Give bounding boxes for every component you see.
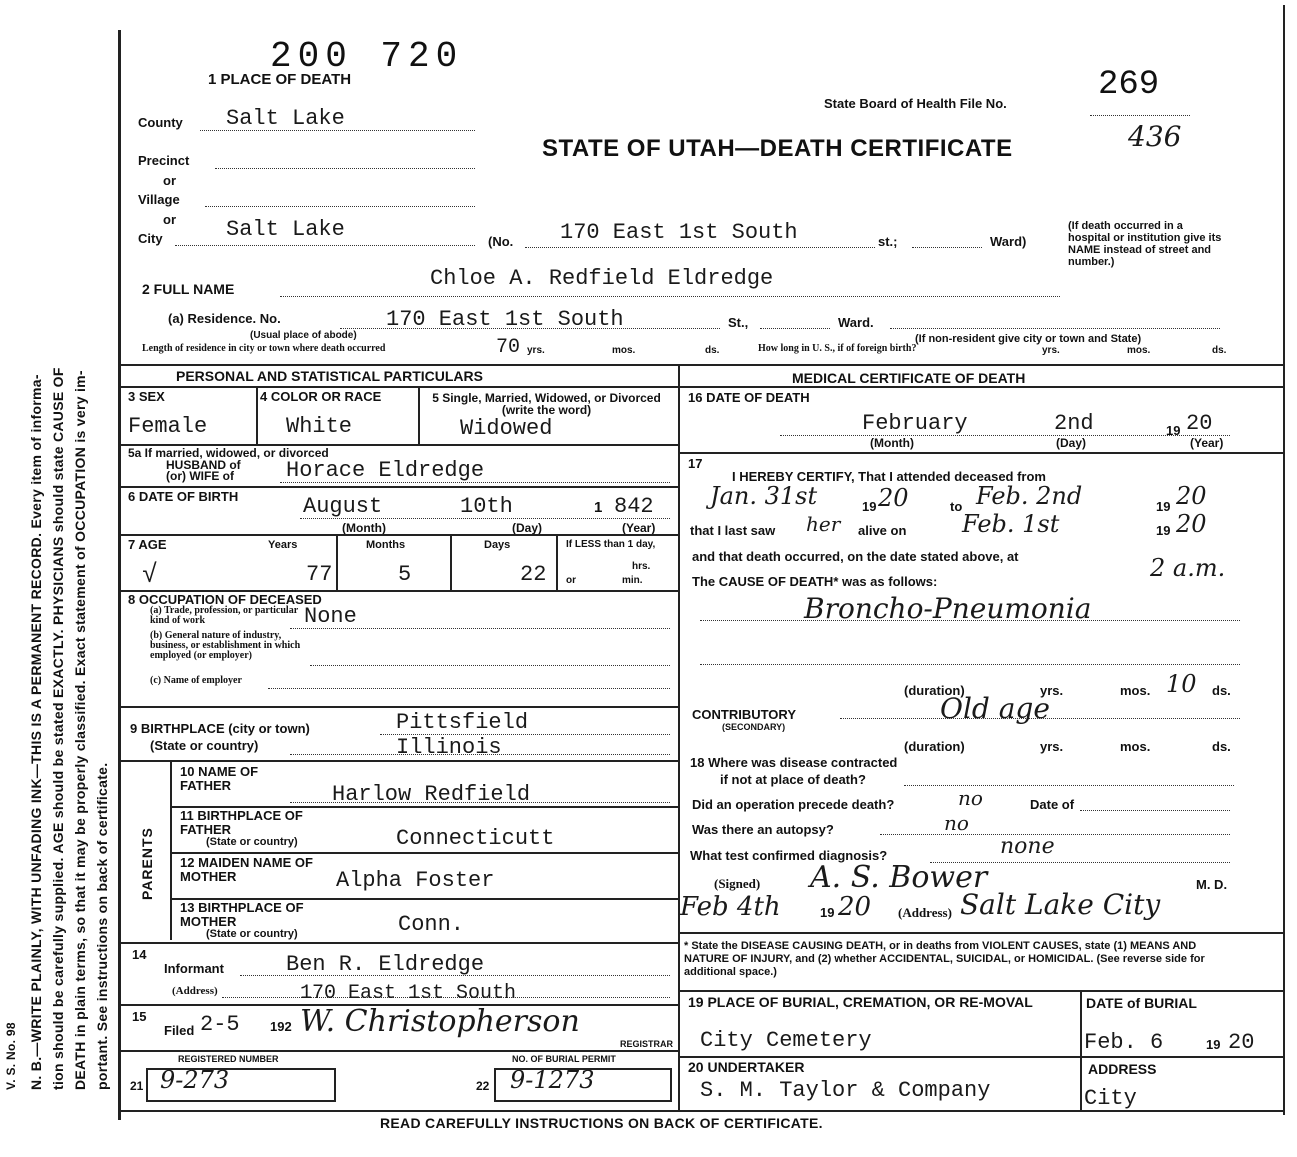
registered-number-label: REGISTERED NUMBER <box>178 1054 279 1064</box>
cause-label: The CAUSE OF DEATH* was as follows: <box>692 574 938 589</box>
mother-birthplace-label: 13 BIRTHPLACE OF MOTHER <box>180 900 304 929</box>
precinct-label: Precinct <box>138 153 190 168</box>
year3-prefix: 19 <box>1156 523 1171 538</box>
min-label: min. <box>622 575 643 586</box>
death-time: 2 a.m. <box>1150 554 1226 582</box>
city-value: Salt Lake <box>226 217 345 242</box>
duration-yrs: yrs. <box>1040 683 1064 698</box>
burial-year: 20 <box>1228 1030 1255 1055</box>
physician-address: Salt Lake City <box>960 888 1161 921</box>
vs-number: V. S. No. 98 <box>4 1022 18 1090</box>
informant-value: Ben R. Eldredge <box>286 952 485 977</box>
registrar-label: REGISTRAR <box>620 1039 674 1049</box>
village-label: Village <box>138 192 180 207</box>
page-title: STATE OF UTAH—DEATH CERTIFICATE <box>542 135 1013 162</box>
certify-text: I HEREBY CERTIFY, That I attended deceased from <box>732 469 1046 484</box>
autopsy-label: Was there an autopsy? <box>692 822 834 837</box>
burial-permit-number: 9-1273 <box>510 1066 595 1094</box>
occupation-label: 8 OCCUPATION OF DECEASED <box>128 592 322 607</box>
dob-label: 6 DATE OF BIRTH <box>128 489 239 504</box>
occupation-a-label: (a) Trade, profession, or particular kind of work <box>150 605 298 626</box>
death-day: 2nd <box>1054 411 1094 436</box>
filed-date: 2-5 <box>200 1012 240 1037</box>
file-number-handwritten: 436 <box>1128 120 1182 153</box>
county-value: Salt Lake <box>226 106 345 131</box>
md-label: M. D. <box>1196 877 1228 892</box>
attended-from-year: 20 <box>878 484 909 512</box>
margin-note-line-3: DEATH in plain terms, so that it may be properly classified. Exact statement of OCCUPATION is very im- <box>72 370 88 1090</box>
duration-ds: ds. <box>1212 683 1231 698</box>
mos-label-2: mos. <box>1127 345 1151 356</box>
duration-yrs-2: yrs. <box>1040 739 1064 754</box>
occupation-c-label: (c) Name of employer <box>150 675 242 686</box>
us-residence-label: How long in U. S., if of foreign birth? <box>758 343 917 354</box>
dob-year: 842 <box>614 494 654 519</box>
sex-label: 3 SEX <box>128 389 165 404</box>
city-label: City <box>138 231 163 246</box>
or-label-3: or <box>566 575 576 586</box>
age-years: 77 <box>306 562 333 587</box>
center-divider <box>678 364 680 1110</box>
registered-number-item: 21 <box>130 1079 144 1093</box>
operation-date-label: Date of <box>1030 797 1075 812</box>
signature-date: Feb 4th <box>680 892 781 922</box>
death-year-caption: (Year) <box>1190 436 1224 450</box>
alive-on-label: alive on <box>858 523 907 538</box>
death-year-prefix: 19 <box>1166 423 1181 438</box>
father-state-country-caption: (State or country) <box>206 836 298 848</box>
death-occurred-label: and that death occurred, on the date stated above, at <box>692 549 1019 564</box>
father-name: Harlow Redfield <box>332 782 531 807</box>
spouse-value: Horace Eldredge <box>286 458 485 483</box>
test-value: none <box>1000 834 1055 859</box>
dob-month: August <box>303 494 383 519</box>
age-days: 22 <box>520 562 547 587</box>
or-label: or <box>163 173 176 188</box>
sign-year: 20 <box>838 892 872 922</box>
spouse-label-2: HUSBAND of <box>166 458 241 472</box>
full-name-label: 2 FULL NAME <box>142 281 235 297</box>
residence-label: (a) Residence. No. <box>168 311 281 326</box>
spouse-label-1: 5a If married, widowed, or divorced <box>128 446 329 460</box>
informant-address-label: (Address) <box>172 985 218 997</box>
father-birthplace-label: 11 BIRTHPLACE OF FATHER <box>180 808 303 837</box>
certify-number: 17 <box>688 456 703 471</box>
burial-permit-label: NO. OF BURIAL PERMIT <box>512 1054 616 1064</box>
file-no-label: State Board of Health File No. <box>824 96 1007 111</box>
day-caption: (Day) <box>512 521 543 535</box>
length-label: Length of residence in city or town where death occurred <box>142 343 386 354</box>
registered-number: 9-273 <box>160 1066 230 1094</box>
month-caption: (Month) <box>342 521 386 535</box>
undertaker-value: S. M. Taylor & Company <box>700 1078 991 1103</box>
residence-ward-label: Ward. <box>838 315 874 330</box>
attended-to-year: 20 <box>1176 482 1207 510</box>
undertaker-address: City <box>1084 1086 1137 1111</box>
yrs-label: yrs. <box>527 345 545 356</box>
operation-value: no <box>958 786 983 810</box>
year-caption: (Year) <box>622 521 656 535</box>
age-months: 5 <box>398 562 412 587</box>
years-label: Years <box>268 539 298 551</box>
father-name-label: 10 NAME OF FATHER <box>180 764 259 793</box>
ds-label-2: ds. <box>1212 345 1227 356</box>
sign-year-prefix: 19 <box>820 905 835 920</box>
year2-prefix: 19 <box>1156 499 1171 514</box>
days-label: Days <box>484 539 511 551</box>
less-than-label: If LESS than 1 day, <box>566 539 656 550</box>
operation-label: Did an operation precede death? <box>692 797 895 812</box>
informant-label: Informant <box>164 961 224 976</box>
duration-mos-2: mos. <box>1120 739 1151 754</box>
street-value: 170 East 1st South <box>560 220 798 245</box>
date-of-death-label: 16 DATE OF DEATH <box>688 390 810 405</box>
last-saw-label: that I last saw <box>690 523 776 538</box>
spouse-label-3: (or) WIFE of <box>166 469 234 483</box>
personal-heading: PERSONAL AND STATISTICAL PARTICULARS <box>176 368 483 384</box>
hrs-label: hrs. <box>632 561 651 572</box>
attended-from-date: Jan. 31st <box>710 482 818 510</box>
cause-of-death: Broncho-Pneumonia <box>804 592 1092 625</box>
parents-label: PARENTS <box>139 827 155 900</box>
filed-number: 15 <box>132 1009 147 1024</box>
length-years: 70 <box>496 336 521 359</box>
birthplace-state: Illinois <box>396 735 502 760</box>
occupation-value: None <box>304 604 357 629</box>
margin-note-line-4: portant. See instructions on back of certificate. <box>94 762 110 1090</box>
margin-note-line-2: tion should be carefully supplied. AGE should be stated EXACTLY. PHYSICIANS should state CAUSE OF <box>50 367 66 1090</box>
mother-name-label: 12 MAIDEN NAME OF MOTHER <box>180 855 313 884</box>
footnote: * State the DISEASE CAUSING DEATH, or in deaths from VIOLENT CAUSES, state (1) MEANS AND NATURE OF INJURY, and (2) whether ACCIDENTAL, SUICIDAL, or HOMICIDAL. (See reverse side for additional space.) <box>684 940 1205 979</box>
contracted-label: 18 Where was disease contracted <box>690 755 898 770</box>
color-value: White <box>286 414 353 439</box>
birthplace-city: Pittsfield <box>396 710 529 735</box>
yrs-label-2: yrs. <box>1042 345 1060 356</box>
death-month-caption: (Month) <box>870 436 914 450</box>
mos-label: mos. <box>612 345 636 356</box>
undertaker-address-label: ADDRESS <box>1088 1061 1157 1077</box>
year1-prefix: 19 <box>862 499 877 514</box>
autopsy-value: no <box>944 811 969 835</box>
birthplace-state-label: (State or country) <box>150 738 259 753</box>
place-of-death-label: 1 PLACE OF DEATH <box>208 71 352 88</box>
sex-value: Female <box>128 414 208 439</box>
duration-label: (duration) <box>904 683 965 698</box>
filed-year-prefix: 192 <box>270 1019 292 1034</box>
or-label-2: or <box>163 212 176 227</box>
last-saw-pronoun: her <box>806 512 841 536</box>
to-label: to <box>950 499 963 514</box>
last-seen-date: Feb. 1st <box>962 510 1060 538</box>
ward-label: Ward) <box>990 234 1027 249</box>
color-label: 4 COLOR OR RACE <box>260 389 382 404</box>
burial-date-label: DATE of BURIAL <box>1086 995 1197 1011</box>
registrar-signature: W. Christopherson <box>300 1004 580 1039</box>
duration-mos: mos. <box>1120 683 1151 698</box>
contributory-cause: Old age <box>940 692 1050 725</box>
death-day-caption: (Day) <box>1056 436 1087 450</box>
last-seen-year: 20 <box>1176 510 1207 538</box>
duration-ds-2: ds. <box>1212 739 1231 754</box>
months-label: Months <box>366 539 406 551</box>
usual-abode-label: (Usual place of abode) <box>250 330 357 341</box>
secondary-label: (SECONDARY) <box>722 722 786 732</box>
street-no-label: (No. <box>488 234 514 249</box>
death-month: February <box>862 411 968 436</box>
footer-instructions: READ CAREFULLY INSTRUCTIONS ON BACK OF CERTIFICATE. <box>380 1115 823 1131</box>
contracted-label-2: if not at place of death? <box>720 772 866 787</box>
contributory-label: CONTRIBUTORY <box>692 707 796 722</box>
age-label: 7 AGE <box>128 537 167 552</box>
frame-right <box>1283 5 1285 1115</box>
duration-days: 10 <box>1166 670 1197 698</box>
full-name-value: Chloe A. Redfield Eldredge <box>430 266 774 291</box>
residence-value: 170 East 1st South <box>386 307 624 332</box>
burial-place: City Cemetery <box>700 1028 872 1053</box>
physician-address-label: (Address) <box>898 905 952 920</box>
dob-year-prefix: 1 <box>594 499 603 516</box>
top-number: 200 720 <box>270 36 464 77</box>
st-label: st.; <box>878 234 898 249</box>
county-label: County <box>138 115 183 130</box>
age-checkmark: √ <box>142 560 158 590</box>
margin-note-line-1: N. B.—WRITE PLAINLY, WITH UNFADING INK—THIS IS A PERMANENT RECORD. Every item of informa- <box>28 374 44 1090</box>
duration-label-2: (duration) <box>904 739 965 754</box>
marital-label: 5 Single, Married, Widowed, or Divorced (write the word) <box>432 391 661 417</box>
filed-label: Filed <box>164 1023 195 1038</box>
physician-signature: A. S. Bower <box>810 860 988 895</box>
death-year: 20 <box>1186 411 1213 436</box>
test-label: What test confirmed diagnosis? <box>690 848 888 863</box>
frame-left <box>118 30 121 1120</box>
father-birthplace: Connecticutt <box>396 826 555 851</box>
medical-heading: MEDICAL CERTIFICATE OF DEATH <box>792 370 1026 386</box>
undertaker-label: 20 UNDERTAKER <box>688 1059 805 1075</box>
burial-year-prefix: 19 <box>1206 1037 1221 1052</box>
nonresident-note: (If non-resident give city or town and State) <box>915 333 1142 345</box>
informant-number: 14 <box>132 947 147 962</box>
file-number: 269 <box>1098 66 1160 104</box>
mother-name: Alpha Foster <box>336 868 495 893</box>
ds-label: ds. <box>705 345 720 356</box>
burial-permit-item: 22 <box>476 1079 490 1093</box>
burial-place-label: 19 PLACE OF BURIAL, CREMATION, OR RE-MOVAL <box>688 994 1033 1010</box>
birthplace-label: 9 BIRTHPLACE (city or town) <box>130 721 310 736</box>
occupation-b-label: (b) General nature of industry, business, or establishment in which employed (or employer) <box>150 630 301 661</box>
attended-to-date: Feb. 2nd <box>976 482 1083 510</box>
dob-day: 10th <box>460 494 513 519</box>
hospital-note: (If death occurred in a hospital or institution give its NAME instead of street and number.) <box>1068 220 1222 269</box>
informant-address: 170 East 1st South <box>300 982 517 1005</box>
mother-state-country-caption: (State or country) <box>206 928 298 940</box>
signed-label: (Signed) <box>714 876 761 891</box>
burial-date: Feb. 6 <box>1084 1030 1164 1055</box>
marital-value: Widowed <box>460 416 553 441</box>
mother-birthplace: Conn. <box>398 912 465 937</box>
residence-st-label: St., <box>728 315 749 330</box>
